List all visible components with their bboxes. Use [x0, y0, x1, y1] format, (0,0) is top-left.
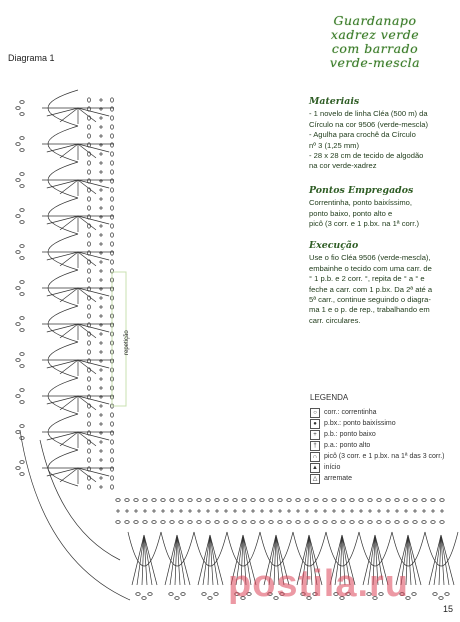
execution-section	[309, 241, 455, 326]
diagram-mark	[125, 499, 129, 502]
diagram-mark	[111, 188, 114, 192]
diagram-mark	[179, 499, 183, 502]
diagram-mark	[242, 499, 246, 502]
diagram-mark	[287, 521, 291, 524]
execution-line: Use o fio Cléa 9506 (verde-mescla),	[309, 253, 431, 263]
diagram-mark	[377, 521, 381, 524]
diagram-mark	[111, 251, 114, 255]
diagram-mark	[88, 485, 91, 489]
diagram-mark	[20, 245, 24, 248]
diagram-mark	[111, 422, 114, 426]
diagram-mark	[296, 499, 300, 502]
diagram-mark	[260, 499, 264, 502]
diagram-mark	[20, 257, 24, 260]
diagram-mark	[16, 215, 20, 218]
diagram-mark	[152, 499, 156, 502]
diagram-mark	[422, 499, 426, 502]
diagram-mark	[175, 597, 179, 600]
diagram-mark	[170, 499, 174, 502]
diagram-mark	[16, 287, 20, 290]
watermark: postila.ru	[228, 563, 410, 605]
diagram-mark	[314, 499, 318, 502]
diagram-mark	[368, 521, 372, 524]
diagram-mark	[16, 179, 20, 182]
diagram-mark	[404, 521, 408, 524]
materials-line: - 28 x 28 cm de tecido de algodão	[309, 151, 424, 161]
diagram-mark	[152, 521, 156, 524]
legend-item	[310, 451, 444, 462]
diagram-mark	[20, 473, 24, 476]
diagram-mark	[134, 521, 138, 524]
repeat-label: repetição	[124, 330, 130, 355]
diagram-mark	[111, 449, 114, 453]
diagram-mark	[287, 499, 291, 502]
diagram-mark	[332, 521, 336, 524]
diagram-mark	[251, 499, 255, 502]
diagram-mark	[386, 499, 390, 502]
materials-section	[309, 97, 455, 172]
diagram-mark	[20, 389, 24, 392]
legend	[310, 393, 444, 484]
diagram-mark	[88, 134, 91, 138]
diagram-mark	[242, 521, 246, 524]
materials-line: - Agulha para crochê da Círculo	[309, 130, 416, 140]
diagram-mark	[88, 206, 91, 210]
diagram-mark	[88, 386, 91, 390]
diagram-mark	[214, 593, 218, 596]
legend-item	[310, 407, 444, 418]
diagram-mark	[350, 499, 354, 502]
diagram-mark	[215, 521, 219, 524]
diagram-mark	[224, 499, 228, 502]
diagram-mark	[278, 499, 282, 502]
legend-label: picô (3 corr. e 1 p.bx. na 1ª das 3 corr.)	[324, 453, 445, 460]
diagram-mark	[20, 281, 24, 284]
diagram-mark	[111, 467, 114, 471]
execution-heading: Execução	[309, 240, 359, 251]
diagram-mark	[88, 161, 91, 165]
diagram-mark	[20, 430, 130, 600]
execution-line: carr. circulares.	[309, 315, 361, 325]
diagram-mark	[88, 98, 91, 102]
diagram-mark	[215, 499, 219, 502]
diagram-mark	[88, 197, 91, 201]
diagram-mark	[440, 521, 444, 524]
diagram-mark	[395, 521, 399, 524]
diagram-mark	[88, 422, 91, 426]
diagram-mark	[143, 521, 147, 524]
diagram-mark	[111, 134, 114, 138]
diagram-mark	[111, 206, 114, 210]
legend-item	[310, 473, 444, 484]
materials-line: - 1 novelo de linha Cléa (500 m) da	[309, 109, 428, 119]
diagram-mark	[197, 521, 201, 524]
finish-icon: △	[310, 474, 320, 484]
diagram-mark	[88, 314, 91, 318]
diagram-mark	[88, 242, 91, 246]
diagram-mark	[359, 521, 363, 524]
diagram-mark	[431, 521, 435, 524]
diagram-mark	[323, 521, 327, 524]
legend-label: início	[324, 464, 341, 471]
diagram-mark	[377, 499, 381, 502]
execution-line: feche a carr. com 1 p.bx. Da 2ª até a	[309, 284, 433, 294]
diagram-mark	[88, 449, 91, 453]
diagram-mark	[296, 521, 300, 524]
diagram-mark	[233, 521, 237, 524]
legend-item	[310, 440, 444, 451]
diagram-mark	[368, 499, 372, 502]
chain-icon: ○	[310, 408, 320, 418]
diagram-mark	[16, 323, 20, 326]
diagram-mark	[40, 440, 120, 560]
double-crochet-icon: †	[310, 441, 320, 451]
diagram-mark	[111, 242, 114, 246]
diagram-mark	[439, 597, 443, 600]
diagram-mark	[88, 341, 91, 345]
diagram-mark	[111, 143, 114, 147]
diagram-mark	[305, 499, 309, 502]
diagram-mark	[20, 461, 24, 464]
execution-line: 5ª carr., continue seguindo o diagra-	[309, 295, 431, 305]
legend-label: p.bx.: ponto baixíssimo	[324, 420, 396, 427]
legend-label: corr.: correntinha	[324, 409, 377, 416]
diagram-mark	[111, 458, 114, 462]
diagram-mark	[395, 499, 399, 502]
diagram-mark	[386, 521, 390, 524]
materials-line: na cor verde-xadrez	[309, 161, 377, 171]
diagram-mark	[269, 499, 273, 502]
diagram-mark	[440, 499, 444, 502]
diagram-mark	[111, 215, 114, 219]
diagram-mark	[134, 499, 138, 502]
diagram-mark	[111, 98, 114, 102]
diagram-mark	[188, 521, 192, 524]
page-number: 15	[443, 604, 454, 614]
diagram-mark	[433, 593, 437, 596]
diagram-label: Diagrama 1	[8, 53, 55, 63]
diagram-mark	[111, 260, 114, 264]
stitches-section	[309, 186, 455, 230]
diagram-mark	[125, 521, 129, 524]
diagram-mark	[88, 125, 91, 129]
diagram-mark	[111, 413, 114, 417]
diagram-mark	[20, 113, 24, 116]
diagram-mark	[445, 593, 449, 596]
diagram-mark	[20, 221, 24, 224]
legend-item	[310, 429, 444, 440]
diagram-mark	[88, 278, 91, 282]
diagram-mark	[88, 233, 91, 237]
diagram-mark	[20, 209, 24, 212]
diagram-mark	[206, 499, 210, 502]
diagram-mark	[161, 521, 165, 524]
diagram-mark	[206, 521, 210, 524]
diagram-mark	[233, 499, 237, 502]
legend-item	[310, 462, 444, 473]
single-crochet-icon: +	[310, 430, 320, 440]
diagram-mark	[179, 521, 183, 524]
diagram-mark	[197, 499, 201, 502]
diagram-mark	[88, 269, 91, 273]
diagram-mark	[88, 305, 91, 309]
diagram-mark	[412, 593, 416, 596]
diagram-mark	[20, 149, 24, 152]
diagram-mark	[111, 197, 114, 201]
diagram-mark	[88, 377, 91, 381]
diagram-mark	[260, 521, 264, 524]
diagram-mark	[20, 293, 24, 296]
diagram-mark	[305, 521, 309, 524]
title-line: verde-mescla	[329, 55, 421, 70]
diagram-mark	[111, 440, 114, 444]
execution-line: embainhe o tecido com uma carr. de	[309, 263, 432, 273]
diagram-mark	[116, 521, 120, 524]
stitches-line: ponto baixo, ponto alto e	[309, 208, 393, 218]
diagram-mark	[314, 521, 318, 524]
diagram-mark	[142, 597, 146, 600]
diagram-mark	[111, 116, 114, 120]
diagram-mark	[20, 185, 24, 188]
diagram-mark	[350, 521, 354, 524]
diagram-mark	[16, 143, 20, 146]
legend-item	[310, 418, 444, 429]
picot-icon: ∩	[310, 452, 320, 462]
diagram-mark	[181, 593, 185, 596]
diagram-mark	[136, 593, 140, 596]
diagram-mark	[143, 499, 147, 502]
diagram-mark	[111, 179, 114, 183]
diagram-mark	[111, 233, 114, 237]
legend-title: LEGENDA	[310, 393, 349, 402]
diagram-mark	[332, 499, 336, 502]
title-line: Guardanapo	[333, 13, 417, 28]
diagram-mark	[202, 593, 206, 596]
diagram-mark	[413, 499, 417, 502]
diagram-mark	[422, 521, 426, 524]
title-line: xadrez verde	[330, 27, 420, 42]
diagram-mark	[111, 125, 114, 129]
diagram-mark	[20, 437, 24, 440]
diagram-mark	[111, 224, 114, 228]
diagram-mark	[278, 521, 282, 524]
diagram-mark	[16, 431, 20, 434]
diagram-mark	[148, 593, 152, 596]
start-icon: ▲	[310, 463, 320, 473]
diagram-mark	[16, 107, 20, 110]
diagram-mark	[16, 251, 20, 254]
stitches-line: picô (3 corr. e 1 p.bx. na 1ª corr.)	[309, 219, 420, 229]
diagram-mark	[88, 458, 91, 462]
legend-label: p.b.: ponto baixo	[324, 431, 376, 438]
diagram-mark	[188, 499, 192, 502]
diagram-mark	[20, 425, 24, 428]
diagram-mark	[224, 521, 228, 524]
title-line: com barrado	[331, 41, 419, 56]
execution-line: ma 1 e o p. de rep., trabalhando em	[309, 305, 430, 315]
diagram-mark	[341, 499, 345, 502]
diagram-mark	[20, 329, 24, 332]
diagram-mark	[251, 521, 255, 524]
stitches-heading: Pontos Empregados	[309, 185, 414, 196]
diagram-mark	[208, 597, 212, 600]
materials-line: Círculo na cor 9506 (verde-mescla)	[309, 119, 429, 129]
diagram-mark	[20, 137, 24, 140]
diagram-mark	[20, 173, 24, 176]
diagram-mark	[323, 499, 327, 502]
diagram-mark	[359, 499, 363, 502]
diagram-mark	[111, 476, 114, 480]
diagram-mark	[88, 170, 91, 174]
diagram-mark	[111, 431, 114, 435]
diagram-mark	[161, 499, 165, 502]
diagram-mark	[16, 359, 20, 362]
diagram-mark	[341, 521, 345, 524]
diagram-mark	[20, 101, 24, 104]
diagram-mark	[20, 317, 24, 320]
diagram-mark	[169, 593, 173, 596]
diagram-mark	[269, 521, 273, 524]
diagram-mark	[111, 107, 114, 111]
diagram-mark	[404, 499, 408, 502]
diagram-mark	[431, 499, 435, 502]
diagram-mark	[88, 413, 91, 417]
legend-label: p.a.: ponto alto	[324, 442, 371, 449]
diagram-mark	[20, 401, 24, 404]
slip-stitch-icon: ●	[310, 419, 320, 429]
diagram-mark	[20, 365, 24, 368]
diagram-mark	[16, 467, 20, 470]
diagram-mark	[16, 395, 20, 398]
diagram-mark	[170, 521, 174, 524]
diagram-mark	[111, 152, 114, 156]
page-title	[300, 14, 450, 70]
diagram-mark	[111, 161, 114, 165]
diagram-mark	[20, 353, 24, 356]
diagram-mark	[111, 170, 114, 174]
diagram-mark	[111, 485, 114, 489]
diagram-mark	[413, 521, 417, 524]
execution-line: ° 1 p.b. e 2 corr. °, repita de ° a ° e	[309, 274, 425, 284]
diagram-mark	[116, 499, 120, 502]
stitches-line: Correntinha, ponto baixíssimo,	[309, 198, 412, 208]
legend-label: arremate	[324, 475, 353, 482]
materials-line: nº 3 (1,25 mm)	[309, 140, 360, 150]
diagram-mark	[88, 350, 91, 354]
materials-heading: Materiais	[309, 96, 360, 107]
